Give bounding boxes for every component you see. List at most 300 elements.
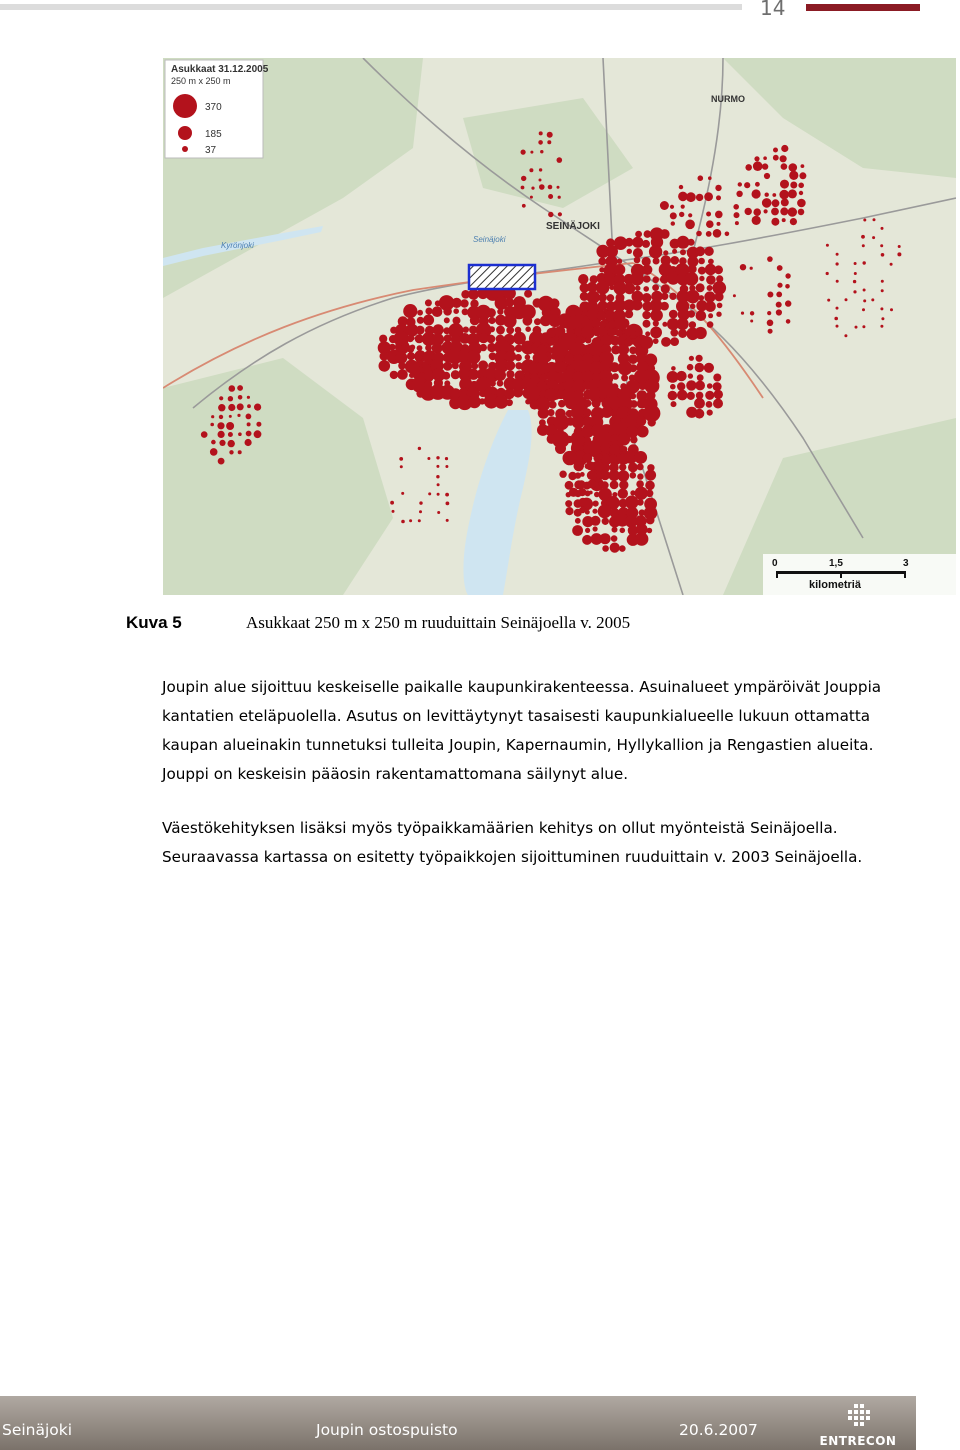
population-dot [685, 220, 695, 230]
population-dot [706, 212, 711, 217]
population-dot [714, 390, 723, 399]
population-dot [597, 311, 606, 320]
scale-unit: kilometriä [809, 579, 861, 591]
population-dot [697, 374, 704, 381]
population-dot [468, 396, 481, 409]
population-dot [549, 401, 557, 409]
label-kyronjoki: Kyrönjoki [221, 241, 254, 250]
population-dot [653, 338, 659, 344]
population-dot [733, 204, 739, 210]
population-dot [781, 198, 789, 206]
population-dot [854, 272, 857, 275]
population-dot [425, 345, 432, 352]
population-dot [229, 415, 232, 418]
population-dot [632, 237, 643, 248]
population-dot [753, 208, 761, 216]
population-dot [753, 161, 763, 171]
population-dot [706, 220, 714, 228]
population-dot [607, 294, 615, 302]
population-dot [585, 528, 590, 533]
population-dot [513, 387, 524, 398]
legend-title: Asukkaat 31.12.2005 [171, 64, 269, 75]
population-dot [614, 317, 627, 330]
population-dot [494, 369, 506, 381]
population-dot [217, 422, 224, 429]
population-dot [677, 390, 688, 401]
population-dot [610, 543, 620, 553]
population-dot [661, 337, 671, 347]
legend-value-large: 370 [205, 102, 222, 113]
population-dot [521, 176, 526, 181]
population-dot [247, 396, 250, 399]
population-dot [704, 291, 715, 302]
population-dot [772, 199, 780, 207]
legend-dot-large [173, 94, 197, 118]
population-dot [229, 385, 236, 392]
population-dot [237, 385, 243, 391]
population-dot [670, 337, 679, 346]
population-dot [505, 361, 515, 371]
population-dot [662, 322, 667, 327]
population-dot [660, 201, 669, 210]
population-dot [704, 247, 713, 256]
population-dot [789, 171, 798, 180]
population-dot [707, 321, 714, 328]
population-dot [767, 311, 771, 315]
population-dot [699, 276, 704, 281]
population-dot [497, 380, 504, 387]
population-dot [211, 440, 216, 445]
population-dot [637, 463, 644, 470]
population-dot [575, 518, 581, 524]
population-dot [713, 382, 722, 391]
population-dot [201, 431, 208, 438]
population-dot [417, 355, 422, 360]
population-dot [419, 501, 422, 504]
population-dot [619, 446, 625, 452]
population-dot [539, 184, 545, 190]
population-dot [409, 519, 412, 522]
population-dot [602, 518, 609, 525]
population-dot [745, 208, 752, 215]
population-dot [745, 164, 752, 171]
population-dot [776, 302, 782, 308]
population-dot [210, 448, 218, 456]
population-dot [653, 320, 659, 326]
population-dot [706, 231, 712, 237]
population-dot [598, 505, 612, 519]
population-dot [686, 290, 700, 304]
population-dot [652, 284, 659, 291]
population-map [163, 58, 956, 595]
population-dot [788, 189, 797, 198]
population-dot [661, 293, 668, 300]
population-dot [598, 257, 606, 265]
population-dot [619, 545, 626, 552]
population-dot [707, 285, 713, 291]
population-dot [598, 481, 603, 486]
header-rule [0, 4, 742, 10]
population-dot [708, 176, 712, 180]
population-dot [698, 175, 704, 181]
population-dot [671, 256, 680, 265]
population-dot [790, 218, 797, 225]
scale-tick-1: 1,5 [829, 558, 843, 569]
population-dot [695, 381, 705, 391]
population-dot [708, 313, 713, 318]
population-dot [632, 300, 643, 311]
scale-bar [763, 554, 956, 595]
population-dot [668, 391, 678, 401]
population-dot [679, 185, 683, 189]
population-dot [403, 304, 417, 318]
population-dot [392, 510, 395, 513]
population-dot [635, 532, 649, 546]
population-dot [634, 331, 640, 337]
population-dot [863, 299, 866, 302]
population-dot [565, 500, 572, 507]
population-dot [547, 409, 554, 416]
population-dot [618, 470, 630, 482]
population-dot [738, 182, 742, 186]
population-dot [557, 157, 563, 163]
population-dot [782, 218, 786, 222]
population-dot [863, 261, 866, 264]
population-dot [785, 273, 790, 278]
population-dot [685, 272, 699, 286]
population-dot [642, 311, 651, 320]
population-dot [609, 444, 621, 456]
population-dot [592, 399, 601, 408]
population-dot [411, 356, 414, 359]
population-dot [735, 221, 739, 225]
population-dot [881, 317, 884, 320]
population-dot [436, 475, 439, 478]
population-dot [436, 465, 439, 468]
population-dot [593, 501, 599, 507]
population-dot [489, 326, 495, 332]
population-dot [897, 252, 901, 256]
population-dot [696, 283, 705, 292]
population-dot [772, 193, 776, 197]
population-dot [538, 140, 543, 145]
population-dot [524, 290, 532, 298]
population-dot [771, 218, 779, 226]
population-dot [716, 195, 721, 200]
population-dot [736, 191, 742, 197]
population-dot [580, 472, 585, 477]
population-dot [389, 344, 396, 351]
population-dot [612, 373, 619, 380]
population-dot [579, 445, 584, 450]
population-dot [777, 283, 782, 288]
population-dot [578, 488, 586, 496]
population-dot [767, 292, 773, 298]
population-dot [442, 372, 450, 380]
population-dot [522, 204, 526, 208]
population-dot [525, 326, 531, 332]
population-dot [686, 380, 696, 390]
population-dot [401, 345, 406, 350]
population-dot [624, 328, 632, 336]
population-dot [679, 212, 684, 217]
scale-notch-2 [904, 571, 906, 578]
population-dot [853, 290, 856, 293]
population-dot [755, 182, 760, 187]
population-dot [715, 185, 721, 191]
population-dot [780, 180, 789, 189]
population-dot [652, 277, 659, 284]
population-dot [558, 400, 566, 408]
population-dot [630, 472, 637, 479]
population-dot [618, 488, 628, 498]
population-dot [583, 408, 591, 416]
population-dot [453, 308, 459, 314]
population-dot [890, 263, 893, 266]
population-dot [219, 415, 223, 419]
population-dot [446, 519, 449, 522]
population-dot [400, 465, 403, 468]
population-dot [497, 308, 503, 314]
population-dot [647, 528, 653, 534]
population-dot [694, 398, 705, 409]
population-dot [845, 298, 848, 301]
scale-notch-1 [840, 571, 842, 578]
population-dot [725, 232, 730, 237]
figure-caption-number: Kuva 5 [126, 613, 182, 632]
population-dot [617, 259, 622, 264]
population-dot [650, 327, 662, 339]
population-dot [452, 362, 459, 369]
population-dot [706, 401, 713, 408]
population-dot [798, 209, 805, 216]
population-dot [586, 461, 595, 470]
population-dot [445, 493, 449, 497]
population-dot [890, 308, 893, 311]
population-dot [229, 450, 233, 454]
population-dot [552, 341, 568, 357]
population-dot [247, 404, 251, 408]
population-dot [506, 326, 514, 334]
population-dot [762, 163, 768, 169]
population-dot [480, 344, 487, 351]
population-dot [671, 401, 677, 407]
population-dot [716, 312, 721, 317]
population-dot [678, 329, 687, 338]
population-dot [592, 509, 597, 514]
population-dot [436, 456, 439, 459]
population-dot [785, 284, 790, 289]
population-dot [379, 360, 391, 372]
population-dot [402, 364, 406, 368]
population-dot [670, 205, 674, 209]
population-dot [417, 345, 423, 351]
population-dot [708, 259, 714, 265]
population-dot [704, 363, 714, 373]
population-dot [788, 207, 797, 216]
population-dot [530, 196, 533, 199]
population-dot [401, 520, 405, 524]
population-dot [496, 326, 505, 335]
population-dot [750, 267, 753, 270]
scale-notch-0 [776, 571, 778, 578]
population-dot [427, 457, 430, 460]
population-dot [688, 373, 693, 378]
population-dot [245, 439, 252, 446]
population-dot [585, 337, 591, 343]
population-dot [539, 131, 543, 135]
population-dot [548, 212, 553, 217]
population-dot [681, 205, 685, 209]
population-dot [797, 199, 806, 208]
population-dot [642, 293, 652, 303]
population-dot [218, 431, 225, 438]
population-dot [410, 336, 414, 340]
population-dot [695, 409, 705, 419]
population-dot [515, 354, 522, 361]
population-dot [619, 480, 628, 489]
population-dot [671, 366, 676, 371]
population-dot [587, 471, 596, 480]
population-dot [640, 336, 653, 349]
population-dot [881, 280, 884, 283]
population-dot [704, 192, 713, 201]
population-dot [238, 395, 243, 400]
population-dot [660, 229, 670, 239]
population-dot [547, 328, 557, 338]
population-dot [238, 450, 242, 454]
population-dot [764, 209, 768, 213]
population-dot [714, 292, 723, 301]
population-dot [707, 383, 713, 389]
population-dot [588, 480, 597, 489]
population-dot [643, 275, 651, 283]
population-dot [642, 265, 652, 275]
population-dot [698, 267, 706, 275]
population-dot [417, 317, 424, 324]
population-dot [836, 262, 839, 265]
population-dot [855, 326, 858, 329]
population-dot [593, 526, 598, 531]
legend-dot-small [182, 146, 188, 152]
population-dot [531, 187, 534, 190]
population-dot [399, 457, 403, 461]
population-dot [750, 320, 753, 323]
population-dot [827, 299, 830, 302]
population-dot [687, 364, 694, 371]
population-dot [579, 498, 588, 507]
population-dot [565, 507, 573, 515]
population-dot [521, 150, 526, 155]
population-dot [863, 219, 866, 222]
population-dot [247, 422, 251, 426]
population-dot [699, 295, 705, 301]
population-dot [643, 286, 649, 292]
population-dot [219, 440, 225, 446]
population-dot [872, 236, 875, 239]
population-dot [776, 292, 782, 298]
population-dot [680, 249, 686, 255]
population-dot [555, 443, 566, 454]
population-dot [237, 403, 244, 410]
population-dot [610, 480, 619, 489]
population-dot [881, 289, 884, 292]
population-dot [660, 302, 669, 311]
population-dot [645, 331, 650, 336]
population-dot [676, 371, 686, 381]
population-dot [765, 193, 769, 197]
label-seinajoki: SEINÄJOKI [546, 221, 600, 232]
population-dot [521, 186, 525, 190]
population-dot [558, 212, 562, 216]
population-dot [580, 464, 584, 468]
population-dot [635, 231, 642, 238]
population-dot [752, 216, 761, 225]
population-dot [677, 382, 685, 390]
population-dot [425, 299, 432, 306]
population-dot [578, 274, 588, 284]
population-dot [525, 354, 531, 360]
population-dot [616, 330, 623, 337]
population-dot [713, 399, 723, 409]
population-dot [645, 470, 656, 481]
population-dot [409, 372, 415, 378]
population-dot [254, 430, 262, 438]
population-dot [530, 151, 533, 154]
jouppi-area-highlight [469, 265, 535, 289]
population-dot [779, 190, 789, 200]
population-dot [733, 294, 736, 297]
population-dot [669, 310, 678, 319]
population-dot [768, 329, 773, 334]
population-dot [717, 222, 721, 226]
population-dot [696, 194, 703, 201]
population-dot [643, 320, 651, 328]
population-dot [228, 432, 233, 437]
population-dot [577, 480, 585, 488]
population-dot [780, 207, 788, 215]
population-dot [836, 253, 839, 256]
scale-tick-0: 0 [772, 558, 778, 569]
population-dot [653, 258, 660, 265]
population-dot [218, 404, 225, 411]
population-dot [698, 258, 705, 265]
population-dot [611, 535, 618, 542]
population-dot [628, 463, 638, 473]
population-dot [490, 381, 496, 387]
population-dot [771, 208, 779, 216]
population-dot [419, 510, 422, 513]
population-dot [636, 416, 646, 426]
population-dot [734, 212, 740, 218]
population-dot [468, 289, 479, 300]
logo-text: ENTRECON [819, 1434, 897, 1448]
population-dot [463, 327, 469, 333]
population-dot [705, 301, 716, 312]
population-dot [505, 351, 516, 362]
population-dot [688, 213, 692, 217]
population-dot [246, 414, 252, 420]
population-dot [596, 281, 610, 295]
population-dot [695, 327, 707, 339]
page-footer [0, 1396, 916, 1450]
population-dot [569, 488, 578, 497]
population-dot [688, 310, 696, 318]
entrecon-logo [818, 1402, 898, 1448]
population-dot [401, 492, 404, 495]
population-dot [750, 311, 754, 315]
population-dot [873, 218, 876, 221]
